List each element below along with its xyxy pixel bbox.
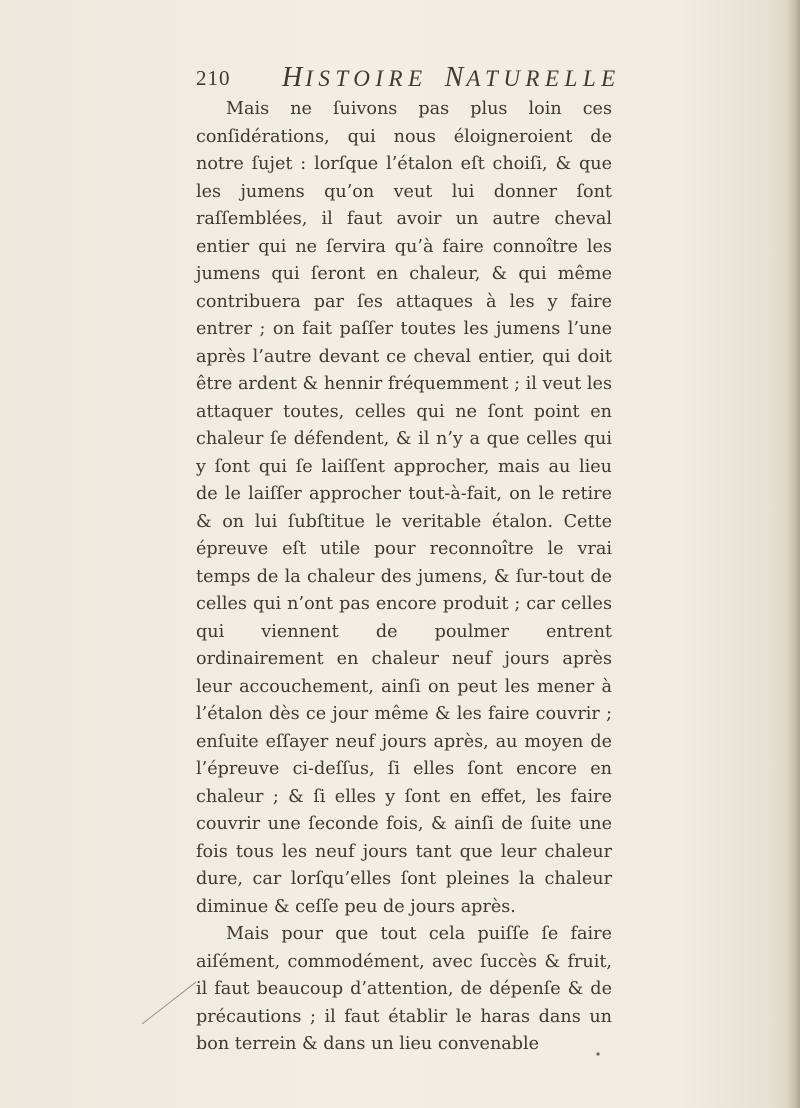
running-header: [196, 62, 621, 93]
title-word-histoire: ISTOIRE: [305, 66, 428, 91]
title-word-naturelle: ATURELLE: [466, 66, 621, 91]
page-number: 210: [196, 66, 231, 90]
pencil-stroke-mark: [140, 978, 200, 1028]
paragraph-1: Mais ne ſuivons pas plus loin ces conſidérations, qui nous éloigneroient de notre ſujet : lorſque l’étalon eſt choiſi, & que les jumens qu’on veut lui donner ſont raſſemblées, il faut avoir un autre cheval entier qui ne ſervira qu’à faire connoître les jumens qui ſeront en chaleur, & qui même contribuera par ſes attaques à les y faire entrer ; on fait paſſer toutes les jumens l’une après l’autre devant ce cheval entier, qui doit être ardent & hennir fréquemment ; il veut les attaquer toutes, celles qui ne ſont point en chaleur ſe défendent, & il n’y a que celles qui y ſont qui ſe laiſſent approcher, mais au lieu de le laiſſer approcher tout-à-fait, on le retire & on lui ſubſtitue le veritable étalon. Cette épreuve eſt utile pour reconnoître le vrai temps de la chaleur des jumens, & ſur-tout de celles qui n’ont pas encore produit ; car celles qui viennent de poulmer entrent ordinairement en chaleur neuf jours après leur accouchement, ainſi on peut les mener à l’étalon dès ce jour même & les faire couvrir ; enſuite eſſayer neuf jours après, au moyen de l’épreuve ci-deſſus, ſi elles ſont encore en chaleur ; & ſi elles y ſont en effet, les faire couvrir une ſeconde fois, & ainſi de ſuite une fois tous les neuf jours tant que leur chaleur dure, car lorſqu’elles ſont pleines la chaleur diminue & ceſſe peu de jours après.: [196, 99, 612, 917]
body-text: [196, 96, 612, 1059]
paragraph-2: Mais pour que tout cela puiſſe ſe faire aiſément, commodément, avec ſuccès & fruit, il faut beaucoup d’attention, de dépenſe & de précautions ; il faut établir le haras dans un bon terrein & dans un lieu convenable: [196, 924, 612, 1054]
title-initial-h: H: [282, 62, 306, 93]
ink-speck-mark: [594, 1050, 602, 1058]
title-initial-n: N: [444, 62, 467, 93]
running-title: [282, 62, 621, 94]
page-edge-shadow: [786, 0, 800, 1108]
